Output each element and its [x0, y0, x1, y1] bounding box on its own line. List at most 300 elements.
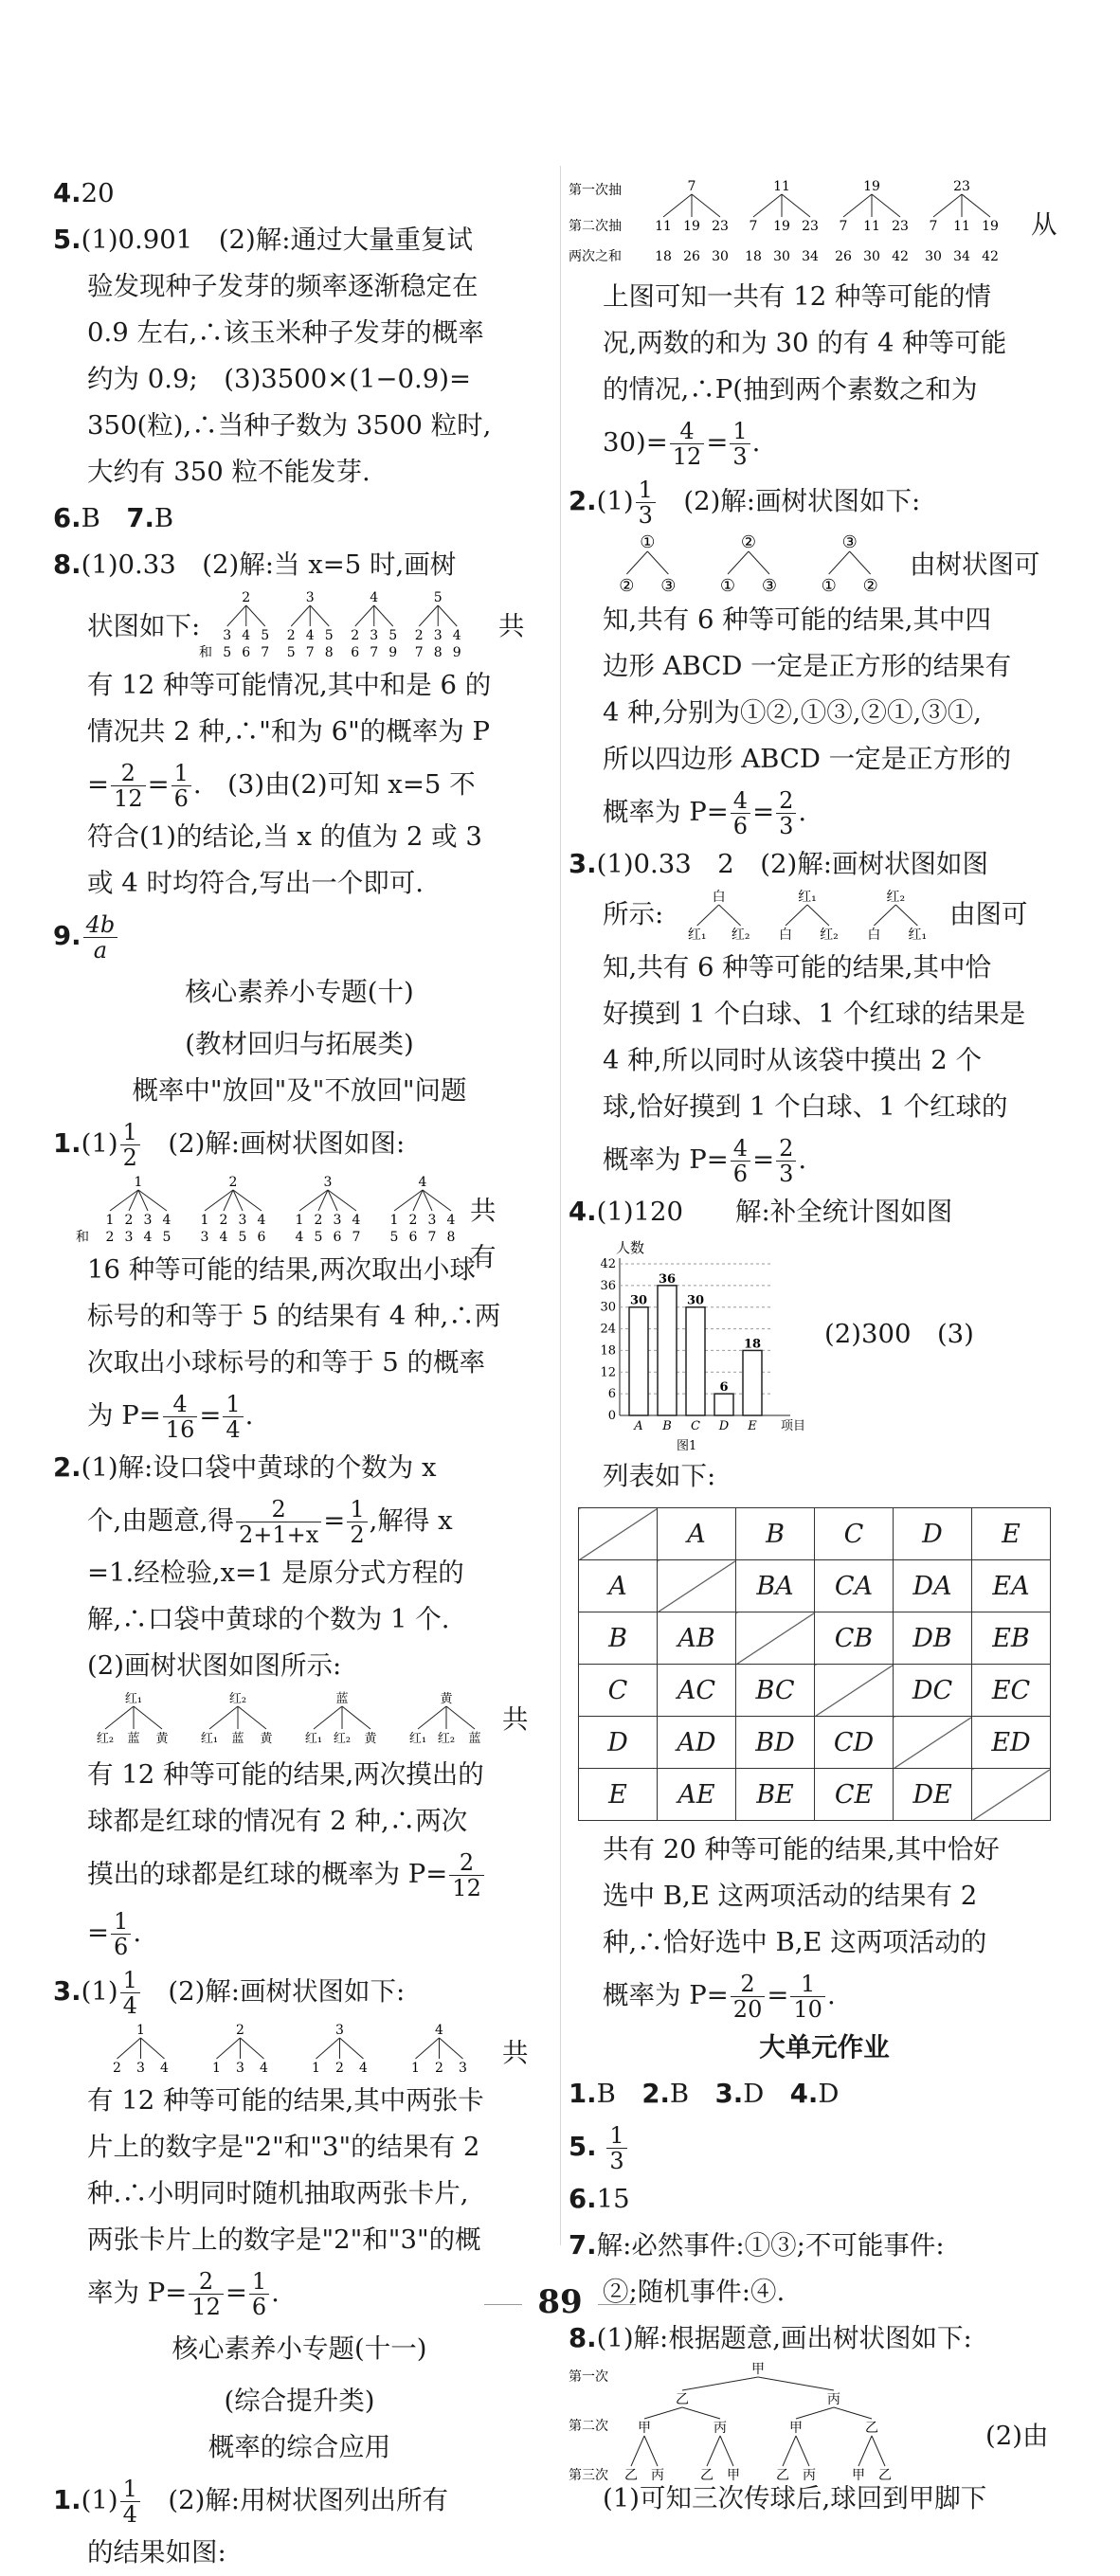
- tree-node: 红₁: [124, 1692, 143, 1706]
- tree-node: 甲: [751, 2362, 765, 2377]
- topic-10-title: 核心素养小专题(十): [185, 977, 414, 1007]
- tree-node: 19: [863, 179, 880, 194]
- tree-branch: [962, 194, 990, 217]
- tree-sum: 8: [446, 1230, 456, 1245]
- fraction: $\frac{4}{6}$: [731, 788, 750, 838]
- chart-xlabel: 项目: [781, 1419, 806, 1433]
- tree-branch: [663, 194, 692, 217]
- tree-node: 3: [323, 1175, 333, 1190]
- prime-tree-diagram: [569, 175, 1023, 274]
- table-cell: [972, 1769, 1051, 1821]
- table-cell: D: [579, 1717, 658, 1769]
- bar: [686, 1307, 705, 1415]
- tree-branch: [291, 605, 310, 626]
- x-tick-label: A: [634, 1419, 643, 1433]
- tree-sum: 7: [352, 1230, 361, 1245]
- fraction: $\frac{1}{2}$: [120, 1120, 140, 1170]
- tree-leaf: 11: [863, 219, 880, 234]
- tree-leaf: 3: [459, 2061, 467, 2076]
- tree-branch: [874, 905, 895, 926]
- tree-sum-label: 和: [199, 645, 212, 660]
- tree-branch: [782, 194, 810, 217]
- table-cell: B: [579, 1612, 658, 1665]
- tree-node: 3: [335, 2023, 344, 2038]
- bar-chart: [587, 1235, 815, 1453]
- bar-data-label: 30: [686, 1293, 705, 1308]
- tree-leaf: 2: [335, 2061, 344, 2076]
- tree-node: ②: [740, 532, 757, 552]
- tree-leaf: 5: [261, 628, 270, 643]
- tree-sum: 42: [892, 249, 909, 264]
- tree-branch: [310, 605, 329, 626]
- table-cell: DA: [894, 1560, 972, 1612]
- tree-leaf: 2: [124, 1213, 134, 1228]
- table-cell: CE: [815, 1769, 894, 1821]
- table-cell: DC: [894, 1665, 972, 1717]
- tree-leaf: 4: [446, 1213, 456, 1228]
- tree-leaf: 2: [286, 628, 296, 643]
- tree-leaf: 蓝: [231, 1732, 244, 1746]
- q2-tree-diagram: [597, 531, 900, 597]
- tree-leaf: 黄: [260, 1732, 273, 1746]
- tree-branch: [850, 551, 871, 574]
- tree-node: 3: [305, 590, 315, 605]
- tree-node: 乙: [676, 2392, 689, 2407]
- tree-leaf: 1: [411, 2061, 420, 2076]
- unit-title: 大单元作业: [759, 2032, 890, 2063]
- tree-node: 2: [228, 1175, 238, 1190]
- row-label: 第三次: [569, 2468, 608, 2483]
- table-cell: [736, 1612, 815, 1665]
- tree-leaf: 乙: [776, 2468, 789, 2483]
- fraction: $\frac{2}{12}$: [111, 761, 146, 811]
- tree-node: ①: [640, 532, 656, 552]
- tree-leaf: 甲: [852, 2468, 865, 2483]
- tree-leaf: ②: [862, 576, 878, 596]
- table-cell: CB: [815, 1612, 894, 1665]
- row-label: 第二次抽: [569, 219, 622, 234]
- q8-tree-row: 状图如下: 2 3 5 4 6 5 7 3 2 5 4 7 5 8 4 2 6 3 7 5 9 5 2 7 3 8 4 9 和 共: [87, 590, 525, 660]
- tree-sum: 7: [370, 645, 379, 660]
- tree-leaf: 2: [408, 1213, 418, 1228]
- table-cell: DB: [894, 1612, 972, 1665]
- tree-branch: [238, 1706, 266, 1729]
- tree-branch: [644, 2407, 682, 2419]
- fraction: $\frac{2}{2+1+x}$: [236, 1497, 321, 1547]
- x-tick-label: C: [691, 1419, 700, 1433]
- bar-data-label: 30: [629, 1293, 648, 1308]
- tree-leaf: 4: [260, 2061, 268, 2076]
- tree-branch: [374, 605, 393, 626]
- table-cell: E: [972, 1508, 1051, 1560]
- fraction: $\frac{1}{6}$: [111, 1909, 131, 1959]
- tree-leaf: 1: [389, 1213, 399, 1228]
- tree-branch: [314, 1706, 342, 1729]
- fraction: $\frac{4}{12}$: [670, 419, 705, 469]
- tree-sum: 30: [863, 249, 880, 264]
- tree-leaf: 蓝: [127, 1732, 140, 1746]
- tree-leaf: 19: [773, 219, 790, 234]
- tree-sum: 18: [745, 249, 762, 264]
- tree-leaf: 4: [352, 1213, 361, 1228]
- tree-branch: [796, 2407, 834, 2419]
- table-row: [579, 1717, 1051, 1769]
- y-tick-label: 12: [600, 1365, 616, 1380]
- page-number: 89: [0, 2283, 1120, 2321]
- table-row: [579, 1612, 1051, 1665]
- tree-leaf: 4: [162, 1213, 172, 1228]
- fraction: $\frac{2}{3}$: [776, 1136, 796, 1186]
- y-tick-label: 6: [607, 1387, 616, 1402]
- tree-branch: [316, 2038, 340, 2059]
- tree-node: 红₁: [798, 890, 817, 905]
- tree-branch: [217, 2038, 241, 2059]
- tree-sum: 30: [712, 249, 729, 264]
- tree-leaf: 2: [219, 1213, 228, 1228]
- tree-sum: 6: [408, 1230, 418, 1245]
- tree-leaf: 1: [295, 1213, 304, 1228]
- table-cell: CA: [815, 1560, 894, 1612]
- tree-node: 4: [418, 1175, 427, 1190]
- bar: [629, 1307, 648, 1415]
- u8-tree-diagram: [569, 2362, 948, 2495]
- tree-leaf: 蓝: [468, 1732, 481, 1746]
- tree-sum: 5: [314, 1230, 323, 1245]
- tree-branch: [227, 605, 246, 626]
- fraction: $\frac{2}{12}$: [449, 1850, 484, 1900]
- right-column: 第一次抽 第二次抽 两次之和 7 11 18 19 26 23 30 11 7 18 19 30 23 34 19 7 26 11 30 23 42 23 7 30 11 34 19 42 从 上图可知一共有 12 种等可能的情 况,两数的和为 30 的有 4 种等可能 的情况,∴P(抽到两个素数之和为 30)= $\frac{4}{12}$ = $\frac{1}{3}$ . 2.(1) $\frac{1}{3}$ (2)解:画树状图如下: ① ② ③ ② ① ③ ③ ① ② 由树状图可 知,共有 6 种等可能的结果,其中四 边形 ABCD 一定是正方形的结果有 4 种,分别为①②,①③,②①,③①, 所以四边形 ABCD 一定是正方形的 概率为 P= $\frac{4}{6}$ = $\frac{2}{3}$ . 3.(1)0.33 2 (2)解:画树状图如图 所示: 白 红₁ 红₂ 红₁ 白 红₂ 红₂ 白 红₁ 由图可 知,共有 6 种等可能的结果,其中恰 好摸到 1 个白球、1 个红球的结果是 4 种,所以同时从该袋中摸出 2 个 球,恰好摸到 1 个白球、1 个红球的 概率为 P= $\frac{4}{6}$ = $\frac{2}{3}$ . 4.(1)120 解:补全统计图如图 人数 0 6 12 18 24 30 36 42 30 A 36 B 30 C 6 D 18 E 项目 图1 (2)300 (3) 列表如下: A B C D E A BA CA DA EA B AB CB DB EB C AC BC DC EC D AD BD CD ED E AE BE CE DE 共有 20 种等可能的结果,其中恰好 选中 B,E 这两项活动的结果有 2 种,∴恰好选中 B,E 这两项活动的 概率为 P= $\frac{2}{20}$ = $\frac{1}{10}$ . 大单元作业 1.B 2.B 3.D 4.D 5. $\frac{1}{3}$ 6.15 7.解:必然事件:①③;不可能事件: ②;随机事件:④. 8.(1)解:根据题意,画出树状图如下: 第一次 第二次 第三次 甲 乙 甲 乙 丙 丙 乙 甲 丙 甲 乙 丙 乙 甲 乙 (2)由 (1)可知三次传球后,球回到甲脚下: [569, 175, 1080, 2522]
- tree-branch: [644, 2436, 658, 2466]
- tree-sum: 26: [683, 249, 700, 264]
- fraction: $\frac{2}{3}$: [776, 788, 796, 838]
- table-cell: EC: [972, 1665, 1051, 1717]
- t10q3-tree-diagram: [91, 2021, 489, 2078]
- tree-branch: [105, 1706, 134, 1729]
- tree-node: ③: [841, 532, 858, 552]
- tree-branch: [692, 194, 720, 217]
- tree-leaf: 19: [683, 219, 700, 234]
- tree-leaf: 3: [333, 1213, 342, 1228]
- tree-leaf: 红₁: [304, 1732, 323, 1746]
- tree-branch: [134, 1706, 162, 1729]
- tree-node: 丙: [714, 2421, 727, 2436]
- table-cell: DE: [894, 1769, 972, 1821]
- table-cell: EB: [972, 1612, 1051, 1665]
- tree-sum: 6: [257, 1230, 266, 1245]
- tree-leaf: 1: [212, 2061, 221, 2076]
- q3-tree-row: 所示: 白 红₁ 红₂ 红₁ 白 红₂ 红₂ 白 红₁ 由图可: [603, 890, 1028, 943]
- tree-branch: [829, 551, 850, 574]
- tree-branch: [783, 2436, 796, 2466]
- bar-data-label: 6: [719, 1380, 729, 1396]
- tree-leaf: 3: [143, 1213, 153, 1228]
- t10q1-tree-row: 1 1 2 2 3 3 4 4 5 2 1 3 2 4 3 5 4 6 3 1 4 2 5 3 6 4 7 4 1 5 2 6 3 7 4 8 和 共 有: [76, 1175, 522, 1272]
- tree-sum: 3: [200, 1230, 209, 1245]
- tree-branch: [796, 2436, 809, 2466]
- bar: [714, 1394, 733, 1415]
- row-label: 第二次: [569, 2419, 608, 2434]
- prime-tree-row: 第一次抽 第二次抽 两次之和 7 11 18 19 26 23 30 11 7 18 19 30 23 34 19 7 26 11 30 23 42 23 7 30 11 34 19 42 从: [569, 175, 1080, 274]
- chart-caption: 图1: [677, 1439, 697, 1453]
- tree-branch: [807, 905, 829, 926]
- tree-leaf: 4: [305, 628, 315, 643]
- table-cell: B: [736, 1508, 815, 1560]
- tree-sum: 5: [389, 1230, 399, 1245]
- table-cell: EA: [972, 1560, 1051, 1612]
- tree-leaf: ①: [821, 576, 837, 596]
- tree-sum: 18: [655, 249, 672, 264]
- tree-leaf: 3: [136, 2061, 145, 2076]
- tree-leaf: ①: [719, 576, 736, 596]
- tree-node: 7: [687, 179, 696, 194]
- tree-branch: [697, 905, 719, 926]
- y-tick-label: 30: [600, 1300, 616, 1315]
- tree-leaf: 23: [712, 219, 729, 234]
- tree-leaf: ③: [660, 576, 677, 596]
- tree-sum: 7: [261, 645, 270, 660]
- tree-branch: [355, 605, 374, 626]
- u8-tree-row: 第一次 第二次 第三次 甲 乙 甲 乙 丙 丙 乙 甲 丙 甲 乙 丙 乙 甲 乙 (2)由: [569, 2362, 1080, 2495]
- table-cell: BC: [736, 1665, 815, 1717]
- tree-leaf: 红₁: [687, 928, 707, 943]
- outcome-table: [578, 1507, 1051, 1821]
- tree-node: 5: [433, 590, 443, 605]
- tree-leaf: 23: [802, 219, 819, 234]
- tree-leaf: 11: [655, 219, 672, 234]
- fraction: $\frac{1}{3}$: [606, 2123, 626, 2173]
- table-cell: CD: [815, 1717, 894, 1769]
- tree-sum: 9: [388, 645, 398, 660]
- fraction: $\frac{1}{4}$: [223, 1392, 243, 1442]
- tree-leaf: 2: [435, 2061, 443, 2076]
- tree-leaf: 红₂: [333, 1732, 352, 1746]
- table-cell: [579, 1508, 658, 1560]
- row-label: 第一次: [569, 2369, 608, 2385]
- tree-leaf: 4: [242, 628, 251, 643]
- tree-leaf: 1: [312, 2061, 320, 2076]
- table-cell: AC: [658, 1665, 736, 1717]
- tree-leaf: 红₂: [437, 1732, 456, 1746]
- tree-sum: 26: [835, 249, 852, 264]
- tree-leaf: 2: [314, 1213, 323, 1228]
- tree-node: 丙: [827, 2392, 840, 2407]
- tree-sum: 2: [105, 1230, 115, 1245]
- topic-10-theme: 概率中"放回"及"不放回"问题: [132, 1075, 467, 1106]
- tree-branch: [419, 605, 438, 626]
- fraction: $\frac{2}{20}$: [731, 1972, 766, 2022]
- y-tick-label: 18: [600, 1343, 616, 1359]
- tree-branch: [117, 2038, 141, 2059]
- tree-node: 23: [953, 179, 970, 194]
- fraction: $\frac{2}{12}$: [189, 2269, 224, 2319]
- tree-branch: [440, 2038, 463, 2059]
- tree-leaf: 23: [892, 219, 909, 234]
- t10q1-tree-diagram: [76, 1173, 470, 1247]
- tree-branch: [682, 2407, 720, 2419]
- table-row: [579, 1769, 1051, 1821]
- table-cell: E: [579, 1769, 658, 1821]
- tree-leaf: 3: [427, 1213, 437, 1228]
- tree-node: 乙: [865, 2421, 878, 2436]
- y-tick-label: 42: [600, 1257, 616, 1271]
- tree-sum: 8: [324, 645, 334, 660]
- tree-sum: 7: [427, 1230, 437, 1245]
- tree-leaf: 乙: [700, 2468, 714, 2483]
- tree-branch: [340, 2038, 364, 2059]
- fraction: $\frac{1}{6}$: [172, 761, 191, 811]
- x-tick-label: D: [718, 1419, 730, 1433]
- topic-11-subtitle: (综合提升类): [224, 2386, 375, 2416]
- tree-node: 甲: [789, 2421, 803, 2436]
- tree-branch: [241, 2038, 264, 2059]
- tree-leaf: 乙: [624, 2468, 638, 2483]
- y-tick-label: 24: [600, 1322, 616, 1337]
- tree-leaf: 7: [929, 219, 938, 234]
- tree-leaf: 红₁: [408, 1732, 427, 1746]
- tree-node: 1: [134, 1175, 143, 1190]
- tree-branch: [749, 551, 769, 574]
- tree-leaf: 黄: [155, 1732, 169, 1746]
- table-row: [579, 1665, 1051, 1717]
- tree-leaf: 丙: [803, 2468, 816, 2483]
- tree-sum: 6: [242, 645, 251, 660]
- tree-leaf: 黄: [364, 1732, 377, 1746]
- tree-leaf: 白: [779, 928, 792, 943]
- fraction: $\frac{4}{6}$: [731, 1136, 750, 1186]
- tree-leaf: 丙: [651, 2468, 664, 2483]
- tree-branch: [246, 605, 265, 626]
- table-cell: AE: [658, 1769, 736, 1821]
- tree-branch: [872, 2436, 885, 2466]
- tree-leaf: 甲: [727, 2468, 740, 2483]
- tree-sum: 34: [953, 249, 970, 264]
- tree-branch: [418, 1706, 446, 1729]
- tree-leaf: 3: [433, 628, 443, 643]
- bar: [743, 1350, 762, 1415]
- table-cell: A: [579, 1560, 658, 1612]
- tree-leaf: 2: [414, 628, 424, 643]
- tree-leaf: 5: [388, 628, 398, 643]
- tree-leaf: 4: [257, 1213, 266, 1228]
- t10q3-tree-row: 1 2 3 4 2 1 3 4 3 1 2 4 4 1 2 3 共: [53, 2021, 546, 2078]
- tree-sum: 42: [982, 249, 999, 264]
- tree-sum: 7: [305, 645, 315, 660]
- tree-leaf: 乙: [878, 2468, 892, 2483]
- fraction: $\frac{1}{3}$: [636, 477, 656, 528]
- tree-sum: 5: [162, 1230, 172, 1245]
- tree-branch: [209, 1706, 238, 1729]
- tree-branch: [446, 1706, 475, 1729]
- tree-sum: 5: [286, 645, 296, 660]
- table-cell: BA: [736, 1560, 815, 1612]
- tree-leaf: 4: [359, 2061, 368, 2076]
- fraction: $\frac{4}{16}$: [163, 1392, 198, 1442]
- tree-sum: 34: [802, 249, 819, 264]
- tree-sum: 7: [414, 645, 424, 660]
- tree-node: 黄: [440, 1692, 453, 1706]
- table-cell: C: [579, 1665, 658, 1717]
- left-column: 4.20 5.(1)0.901 (2)解:通过大量重复试 验发现种子发芽的频率逐渐稳定在 0.9 左右,∴该玉米种子发芽的概率 约为 0.9; (3)3500×(1−0.9)= 350(粒),∴当种子数为 3500 粒时, 大约有 350 粒不能发芽. 6.B 7.B 8.(1)0.33 (2)解:当 x=5 时,画树 状图如下: 2 3 5 4 6 5 7 3 2 5 4 7 5 8 4 2 6 3 7 5 9 5 2 7 3 8 4 9 和 共 有 12 种等可能情况,其中和是 6 的 情况共 2 种,∴"和为 6"的概率为 P = $\frac{2}{12}$ = $\frac{1}{6}$ . (3)由(2)可知 x=5 不 符合(1)的结论,当 x 的值为 2 或 3 或 4 时均符合,写出一个即可. 9. $\frac{4b}{a}$ 核心素养小专题(十) (教材回归与拓展类) 概率中"放回"及"不放回"问题 1.(1) $\frac{1}{2}$ (2)解:画树状图如图: 1 1 2 2 3 3 4 4 5 2 1 3 2 4 3 5 4 6 3 1 4 2 5 3 6 4 7 4 1 5 2 6 3 7 4 8 和 共 有 16 种等可能的结果,两次取出小球 标号的和等于 5 的结果有 4 种,∴两 次取出小球标号的和等于 5 的概率 为 P= $\frac{4}{16}$ = $\frac{1}{4}$ . 2.(1)解:设口袋中黄球的个数为 x 个,由题意,得 $\frac{2}{2+1+x}$ = $\frac{1}{2}$ ,解得 x =1.经检验,x=1 是原分式方程的 解,∴口袋中黄球的个数为 1 个. (2)画树状图如图所示: 红₁ 红₂ 蓝 黄 红₂ 红₁ 蓝 黄 蓝 红₁ 红₂ 黄 黄 红₁ 红₂ 蓝 共 有 12 种等可能的结果,两次摸出的 球都是红球的情况有 2 种,∴两次 摸出的球都是红球的概率为 P= $\frac{2}{12}$ = $\frac{1}{6}$ . 3.(1) $\frac{1}{4}$ (2)解:画树状图如下: 1 2 3 4 2 1 3 4 3 1 2 4 4 1 2 3 共 有 12 种等可能的结果,其中两张卡 片上的数字是"2"和"3"的结果有 2 种.∴小明同时随机抽取两张卡片, 两张卡片上的数字是"2"和"3"的概 率为 P= $\frac{2}{12}$ = $\frac{1}{6}$ . 核心素养小专题(十一) (综合提升类) 概率的综合应用 1.(1) $\frac{1}{4}$ (2)解:用树状图列出所有 的结果如图:: [53, 171, 546, 2576]
- table-cell: A: [658, 1508, 736, 1560]
- tree-leaf: 7: [839, 219, 848, 234]
- tree-leaf: ②: [619, 576, 635, 596]
- tree-branch: [933, 194, 962, 217]
- tree-sum: 4: [219, 1230, 228, 1245]
- table-cell: BD: [736, 1717, 815, 1769]
- q8-tree-diagram: [199, 588, 479, 662]
- tree-branch: [438, 605, 457, 626]
- tree-leaf: ③: [761, 576, 778, 596]
- tree-leaf: 19: [982, 219, 999, 234]
- fraction: $\frac{1}{6}$: [249, 2269, 269, 2319]
- tree-leaf: 白: [867, 928, 881, 943]
- table-cell: C: [815, 1508, 894, 1560]
- tree-sum: 9: [452, 645, 461, 660]
- tree-branch: [682, 2377, 758, 2390]
- fraction: $\frac{4b}{a}$: [83, 912, 118, 963]
- tree-sum: 3: [124, 1230, 134, 1245]
- tree-leaf: 3: [370, 628, 379, 643]
- tree-sum: 6: [333, 1230, 342, 1245]
- topic-11-title: 核心素养小专题(十一): [172, 2333, 427, 2364]
- topic-11-theme: 概率的综合应用: [208, 2432, 391, 2462]
- table-cell: ED: [972, 1717, 1051, 1769]
- table-cell: AB: [658, 1612, 736, 1665]
- table-cell: [894, 1717, 972, 1769]
- tree-node: 1: [136, 2023, 145, 2038]
- y-tick-label: 36: [600, 1278, 616, 1293]
- tree-sum: 5: [238, 1230, 247, 1245]
- tree-branch: [843, 194, 872, 217]
- tree-sum: 6: [351, 645, 360, 660]
- fraction: $\frac{1}{10}$: [790, 1972, 825, 2022]
- fraction: $\frac{1}{3}$: [730, 419, 750, 469]
- tree-node: 蓝: [335, 1692, 349, 1706]
- bar-data-label: 36: [658, 1271, 677, 1287]
- chart-ylabel: 人数: [616, 1239, 645, 1256]
- tree-branch: [141, 2038, 165, 2059]
- t10q2-tree-diagram: [81, 1689, 498, 1752]
- tree-sum: 30: [773, 249, 790, 264]
- tree-node: 红₂: [886, 890, 906, 905]
- tree-leaf: 1: [105, 1213, 115, 1228]
- tree-branch: [872, 194, 900, 217]
- tree-node: 红₂: [228, 1692, 247, 1706]
- tree-branch: [758, 2377, 834, 2390]
- tree-leaf: 1: [200, 1213, 209, 1228]
- tree-leaf: 4: [452, 628, 461, 643]
- x-tick-label: B: [662, 1419, 672, 1433]
- bar: [658, 1286, 677, 1415]
- tree-branch: [728, 551, 749, 574]
- table-row: [579, 1560, 1051, 1612]
- x-tick-label: E: [748, 1419, 757, 1433]
- column-divider: [560, 166, 561, 2245]
- tree-leaf: 4: [160, 2061, 169, 2076]
- tree-branch: [631, 2436, 644, 2466]
- row-label: 两次之和: [569, 249, 622, 264]
- table-cell: [815, 1665, 894, 1717]
- tree-leaf: 红₁: [200, 1732, 219, 1746]
- tree-node: 2: [236, 2023, 244, 2038]
- tree-branch: [753, 194, 782, 217]
- tree-leaf: 红₂: [731, 928, 750, 943]
- fraction: $\frac{1}{2}$: [347, 1497, 367, 1547]
- tree-branch: [416, 2038, 440, 2059]
- table-cell: [658, 1560, 736, 1612]
- tree-leaf: 红₂: [820, 928, 839, 943]
- q3-tree-diagram: [675, 888, 940, 945]
